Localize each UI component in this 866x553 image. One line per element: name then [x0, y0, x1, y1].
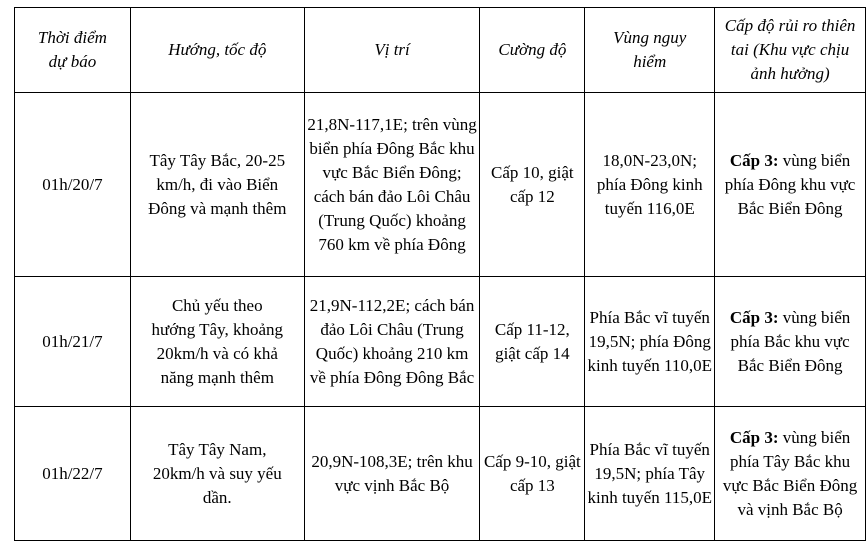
table-row	[15, 277, 866, 407]
risk-level: Cấp 3:	[729, 150, 779, 170]
risk-area: vùng biển phía Bắc khu vực Bắc Biển Đông	[730, 307, 851, 375]
header-danger-zone: Vùng nguy hiểm	[585, 8, 715, 93]
header-position: Vị trí	[304, 8, 480, 93]
header-row	[15, 8, 866, 93]
cell-position: 21,8N-117,1E; trên vùng biển phía Đông Bắc khu vực Bắc Biển Đông; cách bán đảo Lôi Châu (Trung Quốc) khoảng 760 km về phía Đông	[304, 93, 480, 277]
header-intensity: Cường độ	[480, 8, 585, 93]
cell-intensity: Cấp 11-12, giật cấp 14	[480, 277, 585, 407]
header-time: Thời điểm dự báo	[15, 8, 131, 93]
table-row	[15, 93, 866, 277]
risk-level: Cấp 3:	[729, 307, 779, 327]
cell-position: 21,9N-112,2E; cách bán đảo Lôi Châu (Trung Quốc) khoảng 210 km về phía Đông Đông Bắc	[304, 277, 480, 407]
cell-direction: Chủ yếu theo hướng Tây, khoảng 20km/h và có khả năng mạnh thêm	[130, 277, 304, 407]
cell-intensity: Cấp 9-10, giật cấp 13	[480, 407, 585, 541]
cell-risk	[715, 277, 866, 407]
cell-danger-zone: Phía Bắc vĩ tuyến 19,5N; phía Tây kinh tuyến 115,0E	[585, 407, 715, 541]
risk-area: vùng biển phía Tây Bắc khu vực Bắc Biển Đông và vịnh Bắc Bộ	[722, 427, 858, 519]
cell-position: 20,9N-108,3E; trên khu vực vịnh Bắc Bộ	[304, 407, 480, 541]
table-row	[15, 407, 866, 541]
risk-level: Cấp 3:	[729, 427, 779, 447]
cell-time: 01h/21/7	[15, 277, 131, 407]
cell-danger-zone: 18,0N-23,0N; phía Đông kinh tuyến 116,0E	[585, 93, 715, 277]
header-direction: Hướng, tốc độ	[130, 8, 304, 93]
forecast-table	[14, 7, 866, 541]
cell-time: 01h/20/7	[15, 93, 131, 277]
cell-risk	[715, 407, 866, 541]
risk-area: vùng biển phía Đông khu vực Bắc Biển Đông	[724, 150, 856, 218]
cell-time: 01h/22/7	[15, 407, 131, 541]
cell-risk	[715, 93, 866, 277]
cell-danger-zone: Phía Bắc vĩ tuyến 19,5N; phía Đông kinh tuyến 110,0E	[585, 277, 715, 407]
header-risk-level: Cấp độ rủi ro thiên tai (Khu vực chịu ảnh hưởng)	[715, 8, 866, 93]
cell-direction: Tây Tây Bắc, 20-25 km/h, đi vào Biển Đông và mạnh thêm	[130, 93, 304, 277]
cell-intensity: Cấp 10, giật cấp 12	[480, 93, 585, 277]
cell-direction: Tây Tây Nam, 20km/h và suy yếu dần.	[130, 407, 304, 541]
